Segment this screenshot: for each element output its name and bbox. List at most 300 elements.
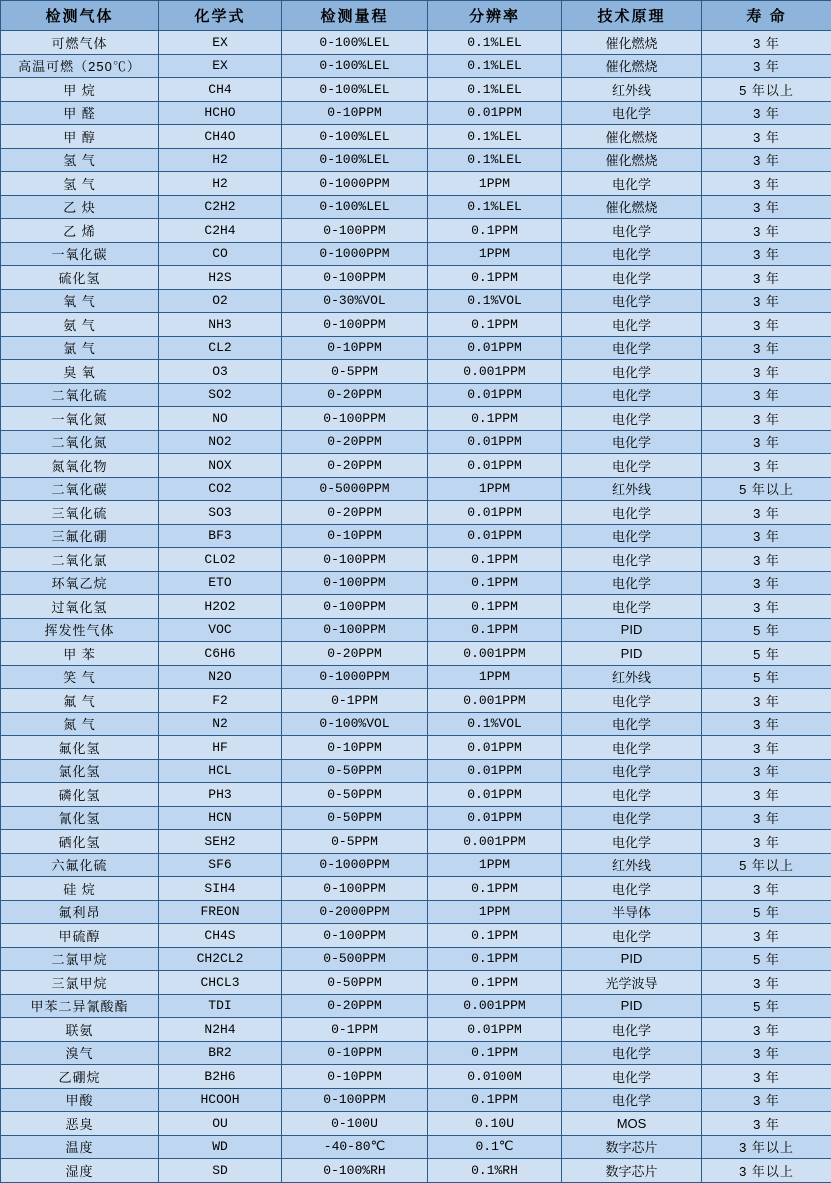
cell-gas-name: 氟 气 [1, 689, 159, 713]
cell-range: 0-100%VOL [282, 712, 428, 736]
table-row [1, 618, 831, 642]
cell-principle: 数字芯片 [562, 1135, 702, 1159]
cell-range: 0-1000PPM [282, 172, 428, 196]
cell-lifetime: 3 年 [702, 313, 831, 337]
cell-range: 0-10PPM [282, 1041, 428, 1065]
cell-principle: 电化学 [562, 407, 702, 431]
cell-lifetime: 5 年 [702, 900, 831, 924]
cell-formula: O3 [159, 360, 282, 384]
cell-lifetime: 3 年 [702, 125, 831, 149]
cell-formula: SF6 [159, 853, 282, 877]
cell-formula: SO3 [159, 501, 282, 525]
cell-formula: SD [159, 1159, 282, 1183]
cell-resolution: 0.01PPM [428, 454, 562, 478]
cell-range: 0-100PPM [282, 877, 428, 901]
cell-lifetime: 3 年以上 [702, 1135, 831, 1159]
table-header [1, 1, 831, 31]
cell-resolution: 0.1%LEL [428, 148, 562, 172]
column-header-resolution: 分辨率 [428, 1, 562, 31]
cell-range: 0-10PPM [282, 736, 428, 760]
cell-principle: 红外线 [562, 477, 702, 501]
cell-formula: HCN [159, 806, 282, 830]
cell-range: 0-100%LEL [282, 31, 428, 55]
cell-formula: N2O [159, 665, 282, 689]
cell-gas-name: 氨 气 [1, 313, 159, 337]
cell-resolution: 0.001PPM [428, 360, 562, 384]
table-row [1, 407, 831, 431]
table-row [1, 289, 831, 313]
cell-resolution: 0.1PPM [428, 548, 562, 572]
cell-gas-name: 溴气 [1, 1041, 159, 1065]
table-row [1, 994, 831, 1018]
cell-resolution: 0.1%LEL [428, 125, 562, 149]
cell-principle: PID [562, 947, 702, 971]
cell-range: -40-80℃ [282, 1135, 428, 1159]
cell-formula: HCHO [159, 101, 282, 125]
cell-lifetime: 3 年 [702, 924, 831, 948]
table-row [1, 360, 831, 384]
cell-range: 0-100PPM [282, 548, 428, 572]
cell-resolution: 0.01PPM [428, 524, 562, 548]
cell-range: 0-20PPM [282, 383, 428, 407]
cell-range: 0-10PPM [282, 336, 428, 360]
cell-principle: 电化学 [562, 266, 702, 290]
cell-gas-name: 甲苯二异氰酸酯 [1, 994, 159, 1018]
cell-range: 0-20PPM [282, 501, 428, 525]
cell-principle: PID [562, 994, 702, 1018]
cell-gas-name: 可燃气体 [1, 31, 159, 55]
cell-principle: 电化学 [562, 242, 702, 266]
table-row [1, 806, 831, 830]
cell-resolution: 0.1%LEL [428, 54, 562, 78]
cell-principle: 电化学 [562, 1065, 702, 1089]
cell-range: 0-1000PPM [282, 242, 428, 266]
cell-resolution: 0.1PPM [428, 877, 562, 901]
cell-formula: BR2 [159, 1041, 282, 1065]
cell-resolution: 1PPM [428, 477, 562, 501]
cell-range: 0-5PPM [282, 830, 428, 854]
table-row [1, 1041, 831, 1065]
cell-gas-name: 甲硫醇 [1, 924, 159, 948]
cell-lifetime: 3 年 [702, 1112, 831, 1136]
cell-range: 0-1000PPM [282, 853, 428, 877]
cell-formula: CH4S [159, 924, 282, 948]
cell-range: 0-100PPM [282, 595, 428, 619]
table-row [1, 877, 831, 901]
cell-formula: CLO2 [159, 548, 282, 572]
cell-range: 0-100PPM [282, 924, 428, 948]
cell-gas-name: 乙 炔 [1, 195, 159, 219]
cell-principle: 催化燃烧 [562, 125, 702, 149]
cell-lifetime: 3 年 [702, 971, 831, 995]
cell-lifetime: 3 年 [702, 407, 831, 431]
cell-range: 0-50PPM [282, 971, 428, 995]
cell-gas-name: 挥发性气体 [1, 618, 159, 642]
cell-resolution: 1PPM [428, 242, 562, 266]
cell-resolution: 0.001PPM [428, 642, 562, 666]
cell-lifetime: 3 年 [702, 54, 831, 78]
cell-resolution: 0.01PPM [428, 336, 562, 360]
cell-resolution: 0.01PPM [428, 383, 562, 407]
cell-gas-name: 氢 气 [1, 172, 159, 196]
cell-resolution: 0.1%LEL [428, 195, 562, 219]
cell-formula: HF [159, 736, 282, 760]
cell-principle: 电化学 [562, 595, 702, 619]
cell-range: 0-50PPM [282, 759, 428, 783]
cell-lifetime: 3 年 [702, 736, 831, 760]
cell-resolution: 0.01PPM [428, 1018, 562, 1042]
cell-principle: 电化学 [562, 430, 702, 454]
cell-formula: H2O2 [159, 595, 282, 619]
cell-range: 0-100U [282, 1112, 428, 1136]
cell-range: 0-100PPM [282, 313, 428, 337]
cell-gas-name: 六氟化硫 [1, 853, 159, 877]
table-row [1, 924, 831, 948]
cell-resolution: 1PPM [428, 853, 562, 877]
cell-resolution: 0.1PPM [428, 219, 562, 243]
cell-formula: B2H6 [159, 1065, 282, 1089]
cell-lifetime: 5 年 [702, 618, 831, 642]
cell-principle: 电化学 [562, 1041, 702, 1065]
cell-gas-name: 三氯甲烷 [1, 971, 159, 995]
table-row [1, 689, 831, 713]
cell-principle: 电化学 [562, 1088, 702, 1112]
cell-formula: H2S [159, 266, 282, 290]
cell-principle: 电化学 [562, 877, 702, 901]
table-row [1, 101, 831, 125]
cell-formula: SEH2 [159, 830, 282, 854]
cell-resolution: 0.1℃ [428, 1135, 562, 1159]
cell-gas-name: 硅 烷 [1, 877, 159, 901]
cell-formula: F2 [159, 689, 282, 713]
table-row [1, 759, 831, 783]
cell-range: 0-5PPM [282, 360, 428, 384]
table-row [1, 853, 831, 877]
cell-principle: 电化学 [562, 501, 702, 525]
table-row [1, 1065, 831, 1089]
cell-gas-name: 氧 气 [1, 289, 159, 313]
table-row [1, 125, 831, 149]
cell-range: 0-10PPM [282, 101, 428, 125]
cell-gas-name: 氮 气 [1, 712, 159, 736]
cell-lifetime: 3 年 [702, 524, 831, 548]
cell-gas-name: 氯 气 [1, 336, 159, 360]
cell-lifetime: 3 年 [702, 242, 831, 266]
cell-lifetime: 3 年 [702, 148, 831, 172]
cell-lifetime: 3 年 [702, 360, 831, 384]
cell-gas-name: 乙 烯 [1, 219, 159, 243]
cell-principle: 红外线 [562, 78, 702, 102]
table-row [1, 736, 831, 760]
cell-range: 0-10PPM [282, 1065, 428, 1089]
cell-resolution: 0.1PPM [428, 1041, 562, 1065]
cell-principle: 电化学 [562, 1018, 702, 1042]
cell-principle: 红外线 [562, 665, 702, 689]
cell-principle: 电化学 [562, 783, 702, 807]
cell-range: 0-100PPM [282, 266, 428, 290]
cell-formula: NO2 [159, 430, 282, 454]
cell-gas-name: 恶臭 [1, 1112, 159, 1136]
cell-formula: N2 [159, 712, 282, 736]
cell-formula: EX [159, 54, 282, 78]
cell-range: 0-100%LEL [282, 148, 428, 172]
table-row [1, 336, 831, 360]
cell-resolution: 0.10U [428, 1112, 562, 1136]
cell-formula: C2H4 [159, 219, 282, 243]
cell-resolution: 1PPM [428, 172, 562, 196]
cell-gas-name: 硒化氢 [1, 830, 159, 854]
table-row [1, 1135, 831, 1159]
cell-range: 0-100PPM [282, 219, 428, 243]
cell-formula: NH3 [159, 313, 282, 337]
cell-resolution: 0.001PPM [428, 689, 562, 713]
cell-resolution: 0.01PPM [428, 806, 562, 830]
cell-resolution: 0.01PPM [428, 783, 562, 807]
cell-range: 0-5000PPM [282, 477, 428, 501]
cell-gas-name: 氯化氢 [1, 759, 159, 783]
table-row [1, 31, 831, 55]
table-row [1, 642, 831, 666]
cell-lifetime: 5 年以上 [702, 853, 831, 877]
cell-lifetime: 3 年 [702, 454, 831, 478]
cell-range: 0-100%LEL [282, 78, 428, 102]
cell-principle: 电化学 [562, 313, 702, 337]
cell-resolution: 0.01PPM [428, 501, 562, 525]
cell-lifetime: 3 年 [702, 1065, 831, 1089]
cell-principle: 电化学 [562, 830, 702, 854]
cell-lifetime: 5 年以上 [702, 477, 831, 501]
cell-principle: 电化学 [562, 548, 702, 572]
cell-principle: 电化学 [562, 289, 702, 313]
cell-lifetime: 3 年 [702, 172, 831, 196]
cell-principle: 电化学 [562, 172, 702, 196]
cell-gas-name: 硫化氢 [1, 266, 159, 290]
cell-lifetime: 3 年 [702, 195, 831, 219]
column-header-range: 检测量程 [282, 1, 428, 31]
cell-gas-name: 环氧乙烷 [1, 571, 159, 595]
cell-range: 0-100%RH [282, 1159, 428, 1183]
table-row [1, 195, 831, 219]
cell-formula: WD [159, 1135, 282, 1159]
cell-principle: 电化学 [562, 759, 702, 783]
cell-gas-name: 联氨 [1, 1018, 159, 1042]
cell-principle: 电化学 [562, 454, 702, 478]
table-row [1, 242, 831, 266]
cell-resolution: 0.1%VOL [428, 289, 562, 313]
cell-lifetime: 3 年 [702, 219, 831, 243]
table-row [1, 477, 831, 501]
table-row [1, 783, 831, 807]
cell-lifetime: 3 年 [702, 1018, 831, 1042]
cell-lifetime: 3 年 [702, 548, 831, 572]
table-row [1, 454, 831, 478]
cell-range: 0-20PPM [282, 454, 428, 478]
cell-lifetime: 3 年 [702, 101, 831, 125]
cell-gas-name: 氟化氢 [1, 736, 159, 760]
cell-formula: OU [159, 1112, 282, 1136]
cell-formula: O2 [159, 289, 282, 313]
cell-lifetime: 3 年 [702, 759, 831, 783]
cell-resolution: 0.1PPM [428, 924, 562, 948]
cell-lifetime: 3 年 [702, 571, 831, 595]
cell-gas-name: 三氧化硫 [1, 501, 159, 525]
cell-principle: 电化学 [562, 689, 702, 713]
cell-gas-name: 笑 气 [1, 665, 159, 689]
cell-lifetime: 5 年 [702, 642, 831, 666]
table-row [1, 148, 831, 172]
table-row [1, 947, 831, 971]
cell-lifetime: 3 年 [702, 266, 831, 290]
cell-formula: H2 [159, 148, 282, 172]
table-row [1, 1018, 831, 1042]
cell-principle: PID [562, 642, 702, 666]
cell-principle: 电化学 [562, 360, 702, 384]
cell-gas-name: 乙硼烷 [1, 1065, 159, 1089]
cell-resolution: 0.1PPM [428, 266, 562, 290]
table-row [1, 830, 831, 854]
column-header-gas: 检测气体 [1, 1, 159, 31]
cell-range: 0-30%VOL [282, 289, 428, 313]
table-header-row [1, 1, 831, 31]
cell-range: 0-50PPM [282, 806, 428, 830]
cell-range: 0-10PPM [282, 524, 428, 548]
cell-gas-name: 过氧化氢 [1, 595, 159, 619]
cell-resolution: 0.1%VOL [428, 712, 562, 736]
cell-formula: EX [159, 31, 282, 55]
cell-resolution: 1PPM [428, 900, 562, 924]
cell-principle: 数字芯片 [562, 1159, 702, 1183]
table-row [1, 1159, 831, 1183]
table-row [1, 595, 831, 619]
cell-gas-name: 三氟化硼 [1, 524, 159, 548]
cell-formula: PH3 [159, 783, 282, 807]
cell-resolution: 0.1PPM [428, 947, 562, 971]
cell-resolution: 0.1PPM [428, 618, 562, 642]
cell-range: 0-20PPM [282, 642, 428, 666]
cell-formula: BF3 [159, 524, 282, 548]
cell-formula: CH4O [159, 125, 282, 149]
cell-formula: CHCL3 [159, 971, 282, 995]
cell-gas-name: 二氧化硫 [1, 383, 159, 407]
cell-gas-name: 甲 醛 [1, 101, 159, 125]
cell-gas-name: 一氧化碳 [1, 242, 159, 266]
cell-gas-name: 氰化氢 [1, 806, 159, 830]
cell-formula: HCOOH [159, 1088, 282, 1112]
cell-gas-name: 氢 气 [1, 148, 159, 172]
table-row [1, 548, 831, 572]
cell-range: 0-100%LEL [282, 195, 428, 219]
cell-gas-name: 氮氧化物 [1, 454, 159, 478]
cell-gas-name: 一氧化氮 [1, 407, 159, 431]
cell-gas-name: 甲 醇 [1, 125, 159, 149]
cell-principle: 催化燃烧 [562, 195, 702, 219]
cell-formula: HCL [159, 759, 282, 783]
cell-formula: CO2 [159, 477, 282, 501]
cell-gas-name: 温度 [1, 1135, 159, 1159]
cell-formula: TDI [159, 994, 282, 1018]
cell-gas-name: 二氧化碳 [1, 477, 159, 501]
table-row [1, 1088, 831, 1112]
cell-principle: 电化学 [562, 101, 702, 125]
cell-formula: SIH4 [159, 877, 282, 901]
cell-lifetime: 3 年 [702, 1088, 831, 1112]
cell-lifetime: 3 年 [702, 595, 831, 619]
cell-gas-name: 甲 烷 [1, 78, 159, 102]
cell-resolution: 0.01PPM [428, 736, 562, 760]
cell-formula: NOX [159, 454, 282, 478]
cell-range: 0-20PPM [282, 430, 428, 454]
cell-principle: 电化学 [562, 524, 702, 548]
cell-lifetime: 3 年 [702, 689, 831, 713]
cell-principle: 电化学 [562, 571, 702, 595]
cell-gas-name: 二氯甲烷 [1, 947, 159, 971]
cell-resolution: 0.1PPM [428, 407, 562, 431]
cell-range: 0-1PPM [282, 689, 428, 713]
cell-lifetime: 3 年 [702, 783, 831, 807]
cell-gas-name: 臭 氧 [1, 360, 159, 384]
cell-lifetime: 3 年 [702, 877, 831, 901]
cell-resolution: 0.1%LEL [428, 78, 562, 102]
table-row [1, 971, 831, 995]
cell-lifetime: 3 年 [702, 336, 831, 360]
cell-range: 0-20PPM [282, 994, 428, 1018]
cell-principle: 电化学 [562, 383, 702, 407]
cell-range: 0-100PPM [282, 618, 428, 642]
cell-lifetime: 3 年 [702, 712, 831, 736]
table-row [1, 900, 831, 924]
cell-lifetime: 3 年 [702, 289, 831, 313]
cell-formula: VOC [159, 618, 282, 642]
cell-resolution: 0.1PPM [428, 571, 562, 595]
cell-lifetime: 3 年 [702, 383, 831, 407]
cell-lifetime: 5 年以上 [702, 78, 831, 102]
table-row [1, 383, 831, 407]
cell-lifetime: 3 年 [702, 501, 831, 525]
cell-range: 0-2000PPM [282, 900, 428, 924]
cell-lifetime: 5 年 [702, 947, 831, 971]
cell-resolution: 0.1%RH [428, 1159, 562, 1183]
table-row [1, 1112, 831, 1136]
cell-range: 0-1PPM [282, 1018, 428, 1042]
cell-principle: 半导体 [562, 900, 702, 924]
cell-lifetime: 5 年 [702, 994, 831, 1018]
cell-gas-name: 甲酸 [1, 1088, 159, 1112]
cell-lifetime: 3 年 [702, 31, 831, 55]
table-row [1, 266, 831, 290]
cell-resolution: 0.01PPM [428, 759, 562, 783]
cell-principle: 催化燃烧 [562, 31, 702, 55]
cell-formula: CH2CL2 [159, 947, 282, 971]
cell-principle: 催化燃烧 [562, 148, 702, 172]
cell-resolution: 0.1PPM [428, 595, 562, 619]
cell-range: 0-100PPM [282, 407, 428, 431]
cell-principle: MOS [562, 1112, 702, 1136]
cell-principle: 催化燃烧 [562, 54, 702, 78]
cell-gas-name: 甲 苯 [1, 642, 159, 666]
cell-resolution: 0.01PPM [428, 101, 562, 125]
table-row [1, 313, 831, 337]
cell-resolution: 0.1%LEL [428, 31, 562, 55]
table-row [1, 571, 831, 595]
column-header-principle: 技术原理 [562, 1, 702, 31]
cell-range: 0-1000PPM [282, 665, 428, 689]
cell-range: 0-100PPM [282, 1088, 428, 1112]
cell-principle: 电化学 [562, 806, 702, 830]
cell-formula: CO [159, 242, 282, 266]
cell-resolution: 0.001PPM [428, 994, 562, 1018]
cell-resolution: 0.001PPM [428, 830, 562, 854]
cell-range: 0-100%LEL [282, 54, 428, 78]
